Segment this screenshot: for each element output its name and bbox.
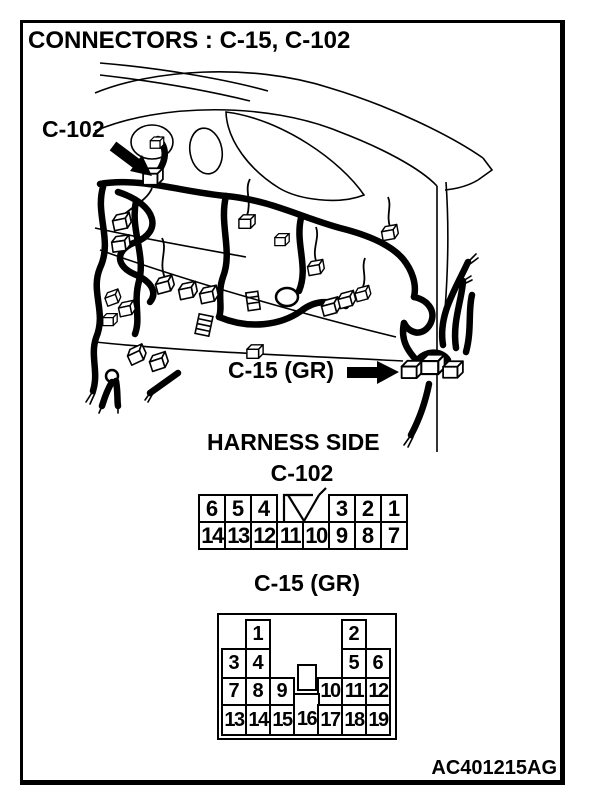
c15-pin-14: 14: [245, 704, 271, 736]
connector-icon: [150, 137, 164, 148]
c102-grid-title: C-102: [270, 460, 334, 486]
c15-keyway: [297, 664, 317, 691]
page-title: CONNECTORS : C-15, C-102: [28, 27, 351, 54]
c15-pin-1: 1: [245, 619, 271, 650]
c15-pin-10: 10: [317, 677, 343, 706]
c102-pin-6: 6: [198, 494, 226, 523]
c15-grid-title: C-15 (GR): [253, 570, 361, 596]
c15-pin-5: 5: [341, 648, 367, 679]
c15-pin-7: 7: [221, 677, 247, 706]
c102-pin-grid: [198, 494, 408, 550]
connector-icon: [148, 352, 170, 372]
connector-icon: [275, 234, 289, 246]
connector-icon: [103, 314, 117, 326]
c102-pin-3: 3: [328, 494, 356, 523]
c102-pin-12: 12: [250, 521, 278, 550]
c15-pin-2: 2: [341, 619, 367, 650]
c102-pin-14: 14: [198, 521, 226, 550]
c15-pin-13: 13: [221, 704, 247, 736]
c102-pin-5: 5: [224, 494, 252, 523]
c15-pin-4: 4: [245, 648, 271, 679]
connector-icon: [307, 260, 325, 276]
c15-pin-6: 6: [365, 648, 391, 679]
hatched-connector: [195, 314, 213, 336]
c15-pin-12: 12: [365, 677, 391, 706]
c102-pin-4: 4: [250, 494, 278, 523]
c102-pin-13: 13: [224, 521, 252, 550]
c15-connector-icon: [421, 355, 444, 375]
figure-code: AC401215AG: [431, 757, 557, 779]
c102-pin-2: 2: [354, 494, 382, 523]
connector-icon: [337, 290, 357, 308]
connector-icon: [103, 289, 122, 306]
c15-connector-icon: [443, 361, 463, 378]
c102-pin-11: 11: [276, 521, 304, 550]
connector-icon: [239, 215, 255, 229]
c15-pin-19: 19: [365, 704, 391, 736]
c15-callout-label: C-15 (GR): [228, 357, 335, 383]
connector-icon: [381, 225, 399, 241]
c102-pin-10: 10: [302, 521, 330, 550]
c15-pin-15: 15: [269, 704, 295, 736]
connector-icon: [112, 212, 133, 230]
connector-icon: [118, 300, 137, 317]
c15-pin-grid: [217, 613, 397, 740]
c102-callout-arrow: [113, 146, 152, 176]
connector-icon: [178, 281, 199, 299]
harness-side-label: HARNESS SIDE: [207, 429, 380, 455]
connector-icon: [154, 275, 175, 294]
c102-pin-9: 9: [328, 521, 356, 550]
c15-pin-18: 18: [341, 704, 367, 736]
c102-pin-7: 7: [380, 521, 408, 550]
c15-pin-9: 9: [269, 677, 295, 706]
c102-callout-label: C-102: [42, 116, 105, 142]
c15-connector-icon: [402, 361, 423, 378]
connector-icon: [199, 285, 220, 303]
c15-pin-11: 11: [341, 677, 367, 706]
c15-callout-arrow: [347, 361, 399, 384]
c15-pin-16: 16: [293, 693, 320, 736]
c15-pin-8: 8: [245, 677, 271, 706]
connector-icon: [354, 285, 372, 301]
c102-pin-1: 1: [380, 494, 408, 523]
c15-pin-17: 17: [317, 704, 343, 736]
c15-pin-3: 3: [221, 648, 247, 679]
c102-pin-8: 8: [354, 521, 382, 550]
connector-icons: [103, 137, 463, 378]
